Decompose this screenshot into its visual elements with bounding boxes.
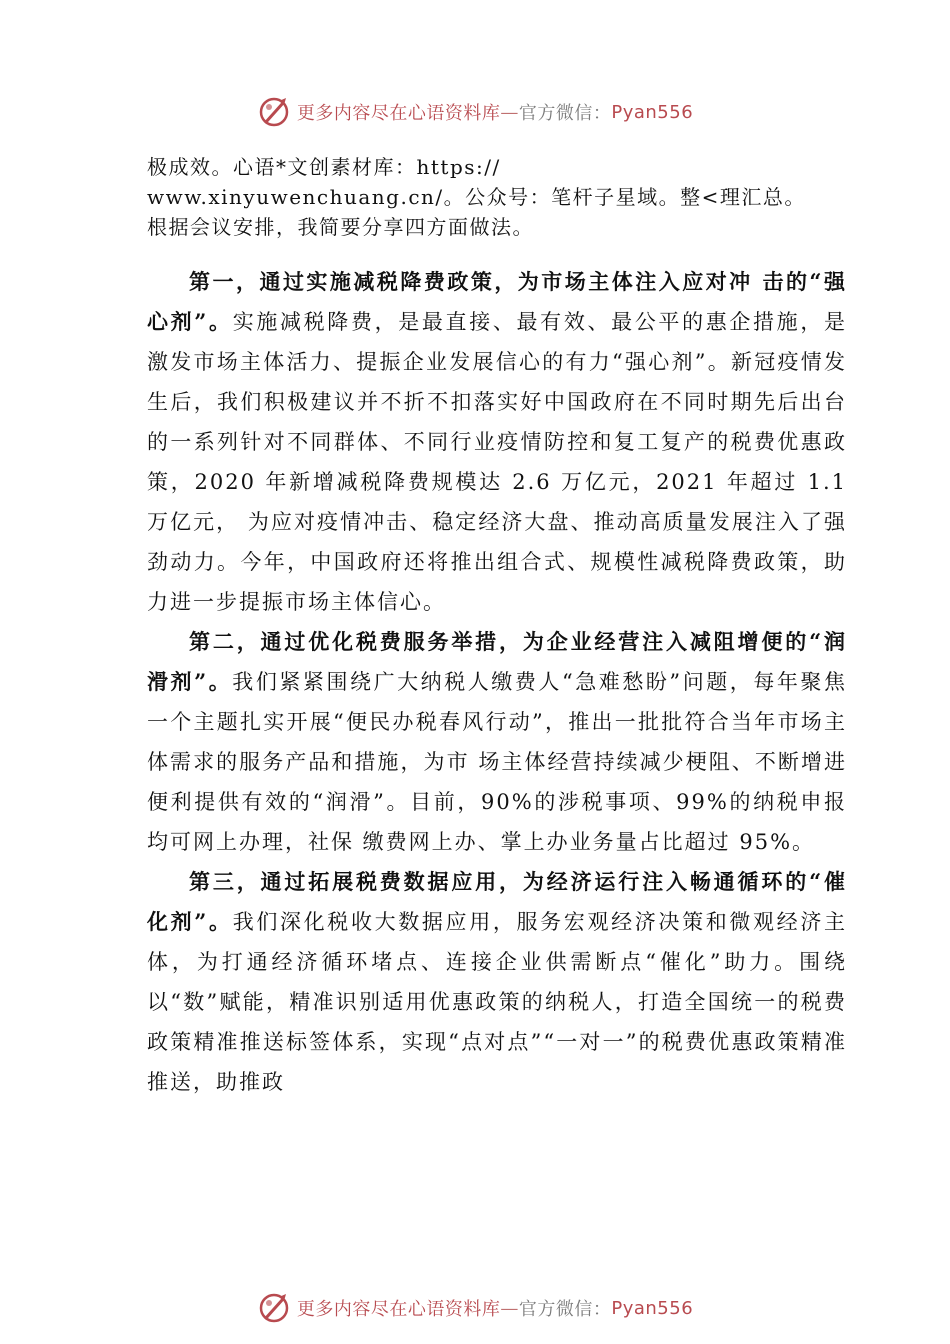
pen-circle-logo-icon bbox=[257, 1291, 291, 1325]
banner-wechat-id: Pyan556 bbox=[611, 101, 694, 123]
paragraph-3 bbox=[147, 862, 847, 1102]
paragraph-1 bbox=[147, 262, 847, 622]
paragraph-2 bbox=[147, 622, 847, 862]
footer-separator: — bbox=[500, 1297, 519, 1319]
document-body bbox=[147, 152, 847, 1102]
header-banner bbox=[0, 92, 950, 132]
intro-text: 极成效。心语*文创素材库：https:// www.xinyuwenchuang.cn/。公众号：笔杆子星域。整<理汇总。 根据会议安排，我简要分享四方面做法。 bbox=[147, 155, 806, 239]
paragraph-1-text: 实施减税降费，是最直接、最有效、最公平的惠企措施，是激发市场主体活力、提振企业发展信心的有力“强心剂”。新冠疫情发生后，我们积极建议并不折不扣落实好中国政府在不同时期先后出台的一系列针对不同群体、不同行业疫情防控和复工复产的税费优惠政策，2020 年新增减税降费规模达 2.6 万亿元，2021 年超过 1.1 万亿元， 为应对疫情冲击、稳定经济大盘、推动高质量发展注入了强劲动力。今年，中国政府还将推出组合式、规模性减税降费政策，助力进一步提振市场主体信心。 bbox=[147, 310, 847, 614]
footer-banner bbox=[0, 1288, 950, 1328]
paragraph-3-text: 我们深化税收大数据应用，服务宏观经济决策和微观经济主体，为打通经济循环堵点、连接企业供需断点“催化”助力。围绕以“数”赋能，精准识别适用优惠政策的纳税人，打造全国统一的税费政策精准推送标签体系，实现“点对点”“一对一”的税费优惠政策精准推送，助推政 bbox=[147, 910, 847, 1094]
pen-circle-logo-icon bbox=[257, 95, 291, 129]
paragraph-2-lead: 第二，通过优化税费服务举措，为企业经营注入减阻增便的“润滑剂”。 bbox=[147, 629, 847, 694]
footer-wechat-id: Pyan556 bbox=[611, 1297, 694, 1319]
banner-site-text: 更多内容尽在心语资料库 bbox=[296, 103, 501, 124]
banner-separator: — bbox=[500, 101, 519, 123]
paragraph-2-text: 我们紧紧围绕广大纳税人缴费人“急难愁盼”问题，每年聚焦一个主题扎实开展“便民办税春风行动”，推出一批批符合当年市场主体需求的服务产品和措施，为市 场主体经营持续减少梗阻、不断增进便利提供有效的“润滑”。目前，90%的涉税事项、99%的纳税申报均可网上办理，社保 缴费网上办、掌上办业务量占比超过 95%。 bbox=[147, 670, 847, 854]
paragraph-1-lead: 第一，通过实施减税降费政策，为市场主体注入应对冲 击的“强心剂”。 bbox=[147, 269, 847, 334]
footer-wechat-label: 官方微信： bbox=[518, 1299, 612, 1320]
banner-wechat-label: 官方微信： bbox=[518, 103, 612, 124]
paragraph-3-lead: 第三，通过拓展税费数据应用，为经济运行注入畅通循环的“催化剂”。 bbox=[147, 869, 847, 934]
footer-site-text: 更多内容尽在心语资料库 bbox=[296, 1299, 501, 1320]
